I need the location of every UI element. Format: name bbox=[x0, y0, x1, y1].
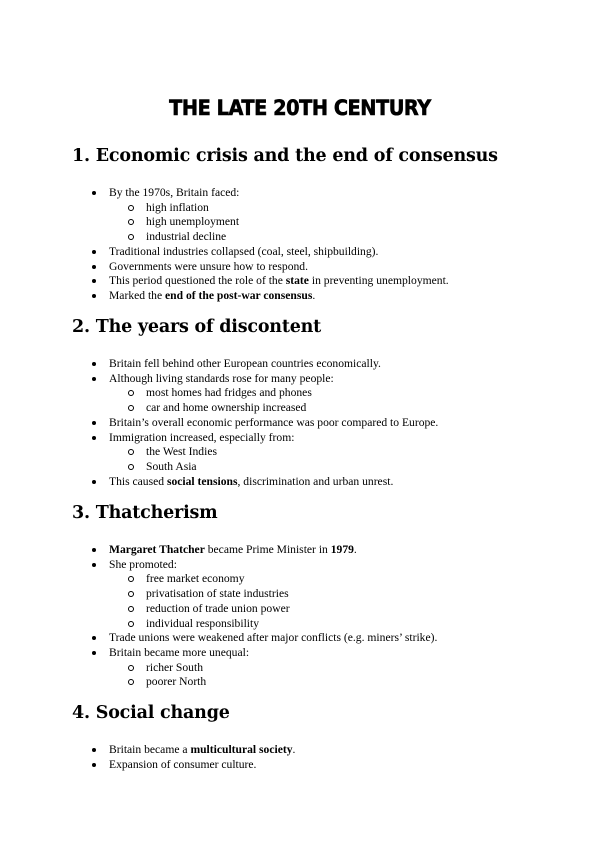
sub-list bbox=[109, 661, 552, 690]
list-item: Although living standards rose for many people: most homes had fridges and phones car and home ownership increased bbox=[72, 372, 552, 416]
sub-list bbox=[109, 201, 552, 245]
sub-list-item: most homes had fridges and phones bbox=[109, 386, 552, 401]
sub-list bbox=[109, 386, 552, 415]
section-years-of-discontent bbox=[72, 316, 552, 489]
emphasis: social tensions bbox=[166, 474, 238, 488]
bullet-list bbox=[72, 743, 552, 772]
sub-list-item: individual responsibility bbox=[109, 617, 552, 632]
list-item: Governments were unsure how to respond. bbox=[72, 260, 552, 275]
emphasis: state bbox=[285, 274, 309, 288]
list-item: Britain’s overall economic performance was poor compared to Europe. bbox=[72, 416, 552, 431]
list-item: Britain became a multicultural society. bbox=[72, 743, 552, 758]
sub-list-item: high unemployment bbox=[109, 215, 552, 230]
emphasis: 1979 bbox=[330, 543, 354, 556]
sub-list-item: free market economy bbox=[109, 572, 552, 587]
bullet-list bbox=[72, 186, 552, 304]
section-thatcherism bbox=[72, 502, 552, 690]
bullet-list bbox=[72, 543, 552, 690]
sub-list-item: industrial decline bbox=[109, 230, 552, 245]
list-item: She promoted: free market economy privatisation of state industries reduction of trade union power individual responsibility bbox=[72, 558, 552, 632]
list-item: Britain fell behind other European countries economically. bbox=[72, 357, 552, 372]
sub-list-item: high inflation bbox=[109, 201, 552, 216]
list-item: Traditional industries collapsed (coal, steel, shipbuilding). bbox=[72, 245, 552, 260]
sub-list-item: privatisation of state industries bbox=[109, 587, 552, 602]
sub-list bbox=[109, 445, 552, 474]
section-economic-crisis bbox=[72, 145, 552, 304]
list-item: Margaret Thatcher became Prime Minister in 1979. bbox=[72, 543, 552, 558]
sub-list bbox=[109, 572, 552, 631]
list-item: Expansion of consumer culture. bbox=[72, 758, 552, 773]
sub-list-item: poorer North bbox=[109, 675, 552, 690]
list-item: This period questioned the role of the state in preventing unemployment. bbox=[72, 274, 552, 289]
section-social-change bbox=[72, 702, 552, 772]
sub-list-item: South Asia bbox=[109, 460, 552, 475]
section-heading: 4. Social change bbox=[72, 703, 230, 723]
list-item: This caused social tensions, discrimination and urban unrest. bbox=[72, 475, 552, 490]
sub-list-item: reduction of trade union power bbox=[109, 602, 552, 617]
section-heading: 2. The years of discontent bbox=[72, 317, 322, 337]
sub-list-item: richer South bbox=[109, 661, 552, 676]
list-item: Immigration increased, especially from: the West Indies South Asia bbox=[72, 431, 552, 475]
section-heading: 3. Thatcherism bbox=[72, 503, 218, 523]
bullet-list bbox=[72, 357, 552, 489]
emphasis: Margaret Thatcher bbox=[109, 543, 205, 556]
list-item: By the 1970s, Britain faced: high inflation high unemployment industrial decline bbox=[72, 186, 552, 245]
emphasis: end of the post-war consensus bbox=[165, 288, 313, 302]
emphasis: multicultural society bbox=[190, 743, 293, 756]
section-heading: 1. Economic crisis and the end of consensus bbox=[72, 146, 498, 166]
sub-list-item: car and home ownership increased bbox=[109, 401, 552, 416]
list-item: Trade unions were weakened after major conflicts (e.g. miners’ strike). bbox=[72, 631, 552, 646]
list-item: Britain became more unequal: richer South poorer North bbox=[72, 646, 552, 690]
sub-list-item: the West Indies bbox=[109, 445, 552, 460]
page-title: THE LATE 20TH CENTURY bbox=[169, 96, 431, 120]
list-item: Marked the end of the post-war consensus. bbox=[72, 289, 552, 304]
